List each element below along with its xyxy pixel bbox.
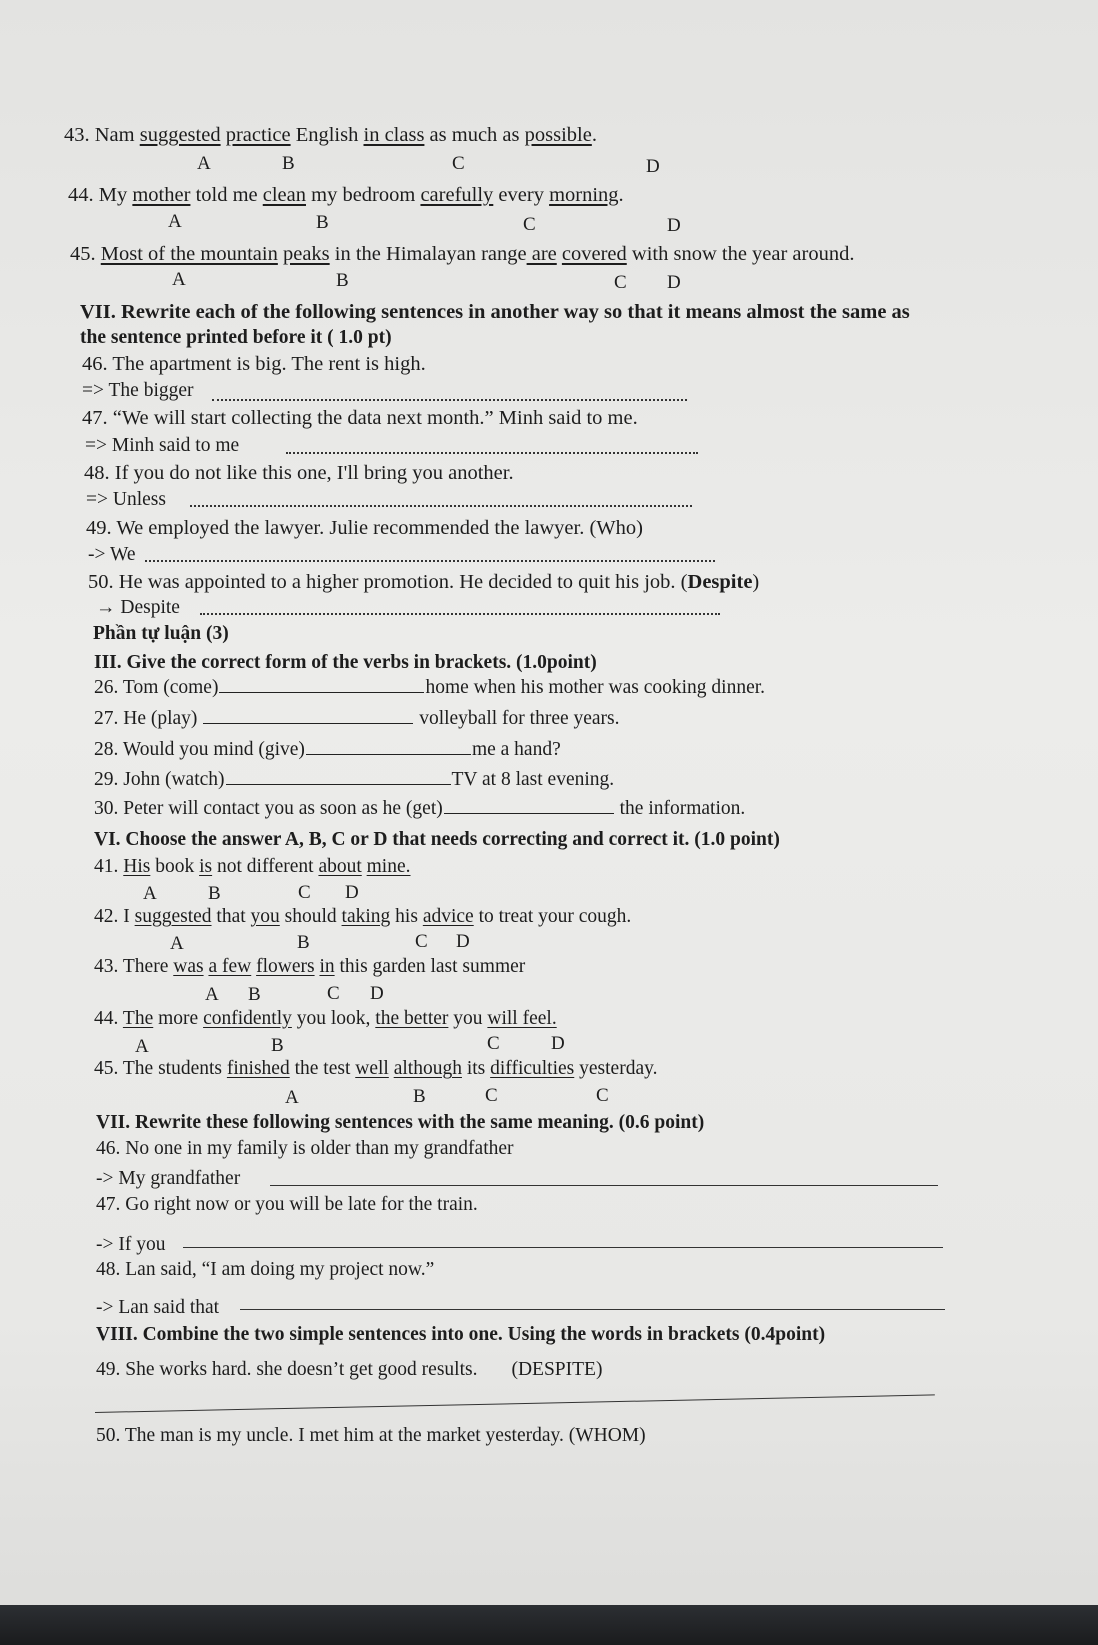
answer-26-blank[interactable] <box>219 691 424 693</box>
question-27: 27. He (play) volleyball for three years. <box>94 708 620 729</box>
answer-46-rewrite-prompt: -> My grandfather <box>96 1168 241 1189</box>
option-c2-label: C <box>596 1085 609 1106</box>
question-49: 49. We employed the lawyer. Julie recommended the lawyer. (Who) <box>86 517 643 539</box>
answer-47-prompt: => Minh said to me <box>85 435 240 456</box>
question-50-combine: 50. The man is my uncle. I met him at the market yesterday. (WHOM) <box>96 1425 646 1446</box>
question-42-error: 42. I suggested that you should taking his advice to treat your cough. <box>94 906 632 927</box>
option-b-label: B <box>297 932 310 953</box>
option-d-label: D <box>345 882 359 903</box>
question-46-rewrite: 46. No one in my family is older than my grandfather <box>96 1138 514 1159</box>
option-c-label: C <box>327 983 340 1004</box>
essay-part-heading: Phần tự luận (3) <box>93 623 229 644</box>
section-vi-title: VI. Choose the answer A, B, C or D that needs correcting and correct it. (1.0 point) <box>94 829 780 850</box>
answer-46-rewrite-line[interactable] <box>270 1185 938 1186</box>
section-vii-title-2: VII. Rewrite these following sentences with the same meaning. (0.6 point) <box>96 1112 705 1133</box>
option-a-label: A <box>170 933 184 954</box>
answer-28-blank[interactable] <box>306 753 471 755</box>
question-44-error: 44. The more confidently you look, the better you will feel. <box>94 1008 557 1029</box>
section-iii-title: III. Give the correct form of the verbs in brackets. (1.0point) <box>94 652 597 673</box>
option-d-label: D <box>667 215 681 236</box>
answer-47-rewrite-line[interactable] <box>183 1247 943 1248</box>
option-b-label: B <box>271 1035 284 1056</box>
section-vii-title-cont: the sentence printed before it ( 1.0 pt) <box>80 327 392 348</box>
option-c-label: C <box>452 153 465 174</box>
question-44-error: 44. My mother told me clean my bedroom carefully every morning. <box>68 184 624 206</box>
question-26: 26. Tom (come) home when his mother was cooking dinner. <box>94 677 766 698</box>
section-viii-title: VIII. Combine the two simple sentences into one. Using the words in brackets (0.4point) <box>96 1324 826 1345</box>
answer-47-line[interactable] <box>286 452 698 454</box>
answer-47-rewrite-prompt: -> If you <box>96 1234 166 1255</box>
question-30: 30. Peter will contact you as soon as he (get) the information. <box>94 798 746 819</box>
question-47: 47. “We will start collecting the data next month.” Minh said to me. <box>82 407 638 429</box>
option-c-label: C <box>487 1033 500 1054</box>
answer-49-combine-line[interactable] <box>95 1394 935 1413</box>
option-d-label: D <box>551 1033 565 1054</box>
answer-48-line[interactable] <box>190 505 692 507</box>
answer-49-line[interactable] <box>145 560 715 562</box>
question-48-rewrite: 48. Lan said, “I am doing my project now.” <box>96 1259 435 1280</box>
question-47-rewrite: 47. Go right now or you will be late for the train. <box>96 1194 478 1215</box>
question-43-error: 43. Nam suggested practice English in class as much as possible. <box>64 124 597 146</box>
question-45-error: 45. Most of the mountain peaks in the Himalayan range are covered with snow the year around. <box>70 243 855 265</box>
question-43-error: 43. There was a few flowers in this garden last summer <box>94 956 526 977</box>
option-b-label: B <box>413 1086 426 1107</box>
answer-30-blank[interactable] <box>444 812 614 814</box>
option-a-label: A <box>205 984 219 1005</box>
question-50: 50. He was appointed to a higher promotion. He decided to quit his job. (Despite) <box>88 571 760 593</box>
question-28: 28. Would you mind (give) me a hand? <box>94 739 561 760</box>
option-a-label: A <box>168 211 182 232</box>
answer-48-rewrite-prompt: -> Lan said that <box>96 1297 220 1318</box>
question-41-error: 41. His book is not different about mine. <box>94 856 411 877</box>
question-29: 29. John (watch) TV at 8 last evening. <box>94 769 615 790</box>
option-c-label: C <box>415 931 428 952</box>
option-a-label: A <box>285 1087 299 1108</box>
answer-46-line[interactable] <box>212 399 687 401</box>
option-c-label: C <box>298 882 311 903</box>
option-a-label: A <box>143 883 157 904</box>
option-c-label: C <box>485 1085 498 1106</box>
question-48: 48. If you do not like this one, I'll bring you another. <box>84 462 514 484</box>
option-d-label: D <box>667 272 681 293</box>
option-c-label: C <box>523 214 536 235</box>
option-a-label: A <box>172 269 186 290</box>
option-b-label: B <box>282 153 295 174</box>
answer-50-line[interactable] <box>200 613 720 615</box>
desk-surface <box>0 1605 1098 1645</box>
option-b-label: B <box>248 984 261 1005</box>
option-a-label: A <box>197 153 211 174</box>
question-46: 46. The apartment is big. The rent is high. <box>82 353 426 375</box>
answer-48-prompt: => Unless <box>86 489 166 510</box>
option-d-label: D <box>456 931 470 952</box>
answer-27-blank[interactable] <box>203 722 413 724</box>
question-45-error: 45. The students finished the test well although its difficulties yesterday. <box>94 1058 658 1079</box>
question-49-combine: 49. She works hard. she doesn’t get good results. (DESPITE) <box>96 1359 603 1380</box>
option-a-label: A <box>135 1036 149 1057</box>
option-c-label: C <box>614 272 627 293</box>
answer-48-rewrite-line[interactable] <box>240 1309 945 1310</box>
option-d-label: D <box>646 156 660 177</box>
option-d-label: D <box>370 983 384 1004</box>
answer-46-prompt: => The bigger <box>82 380 194 401</box>
answer-49-prompt: -> We <box>88 544 136 565</box>
answer-29-blank[interactable] <box>226 783 451 785</box>
option-b-label: B <box>336 270 349 291</box>
answer-50-prompt: → Despite <box>96 597 180 618</box>
option-b-label: B <box>316 212 329 233</box>
section-vii-title: VII. Rewrite each of the following sentences in another way so that it means almost the same as <box>80 301 910 323</box>
option-b-label: B <box>208 883 221 904</box>
